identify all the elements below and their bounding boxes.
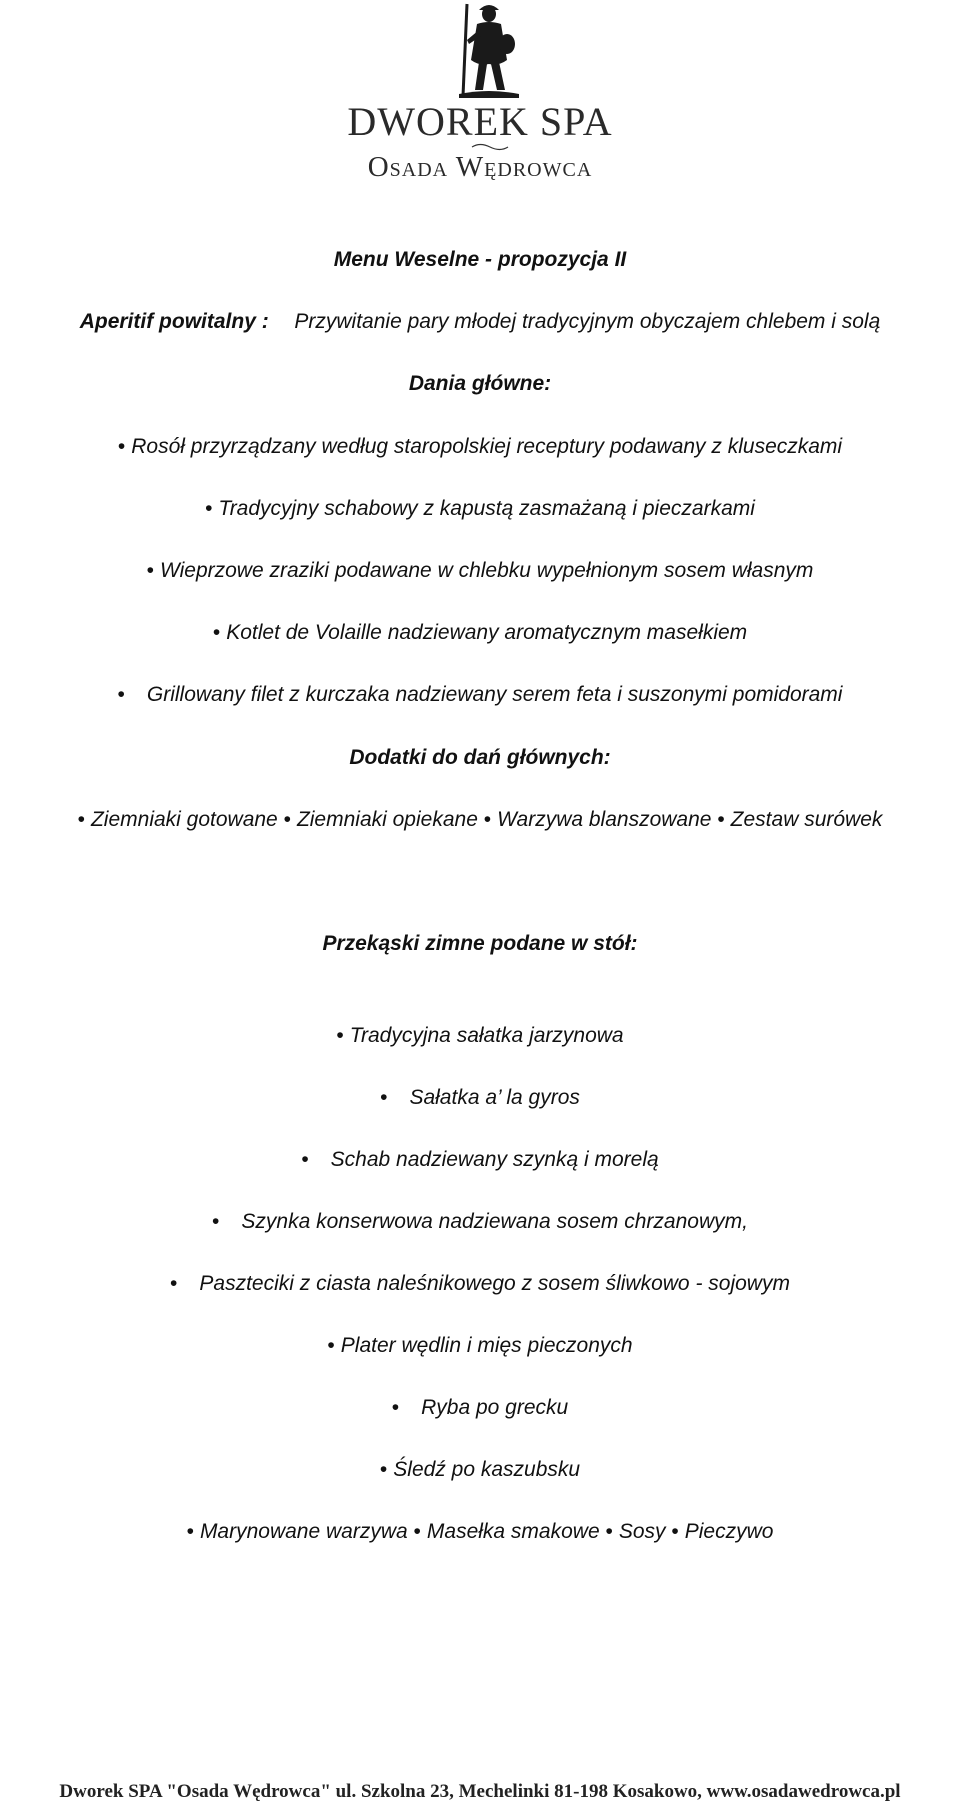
bullet-icon: •	[605, 1520, 613, 1543]
side-item: Zestaw surówek	[730, 808, 883, 831]
brand-title: DWOREK SPA	[347, 99, 613, 144]
extra-item: Pieczywo	[684, 1520, 774, 1543]
wanderer-figure-icon	[455, 0, 523, 100]
bullet-icon: •	[391, 1396, 400, 1419]
main-dish-item: • Grillowany filet z kurczaka nadziewany serem feta i suszonymi pomidorami	[0, 681, 960, 709]
bullet-icon: •	[483, 808, 492, 831]
bullet-icon: •	[212, 621, 221, 644]
bullet-icon: •	[77, 808, 85, 831]
aperitif-line	[0, 308, 960, 336]
extra-item: Sosy	[618, 1520, 666, 1543]
bullet-icon: •	[146, 559, 154, 582]
bullet-icon: •	[671, 1520, 679, 1543]
side-item: Ziemniaki gotowane	[90, 808, 278, 831]
cold-item: • Tradycyjna sałatka jarzynowa	[0, 1022, 960, 1050]
bullet-icon: •	[186, 1520, 194, 1543]
side-item: Warzywa blanszowane	[497, 808, 712, 831]
bullet-icon: •	[117, 435, 126, 458]
cold-item: • Paszteciki z ciasta naleśnikowego z sosem śliwkowo - sojowym	[0, 1270, 960, 1298]
footer-address: Dworek SPA "Osada Wędrowca" ul. Szkolna 23, Mechelinki 81-198 Kosakowo, www.osadawedrowca.pl	[59, 1781, 901, 1802]
cold-item: • Sałatka a’ la gyros	[0, 1084, 960, 1112]
main-dishes-heading: Dania główne:	[408, 372, 552, 395]
bullet-icon: •	[170, 1272, 178, 1295]
main-dish-item: • Tradycyjny schabowy z kapustą zasmażaną i pieczarkami	[0, 495, 960, 523]
aperitif-label: Aperitif powitalny :	[79, 310, 269, 333]
sides-heading: Dodatki do dań głównych:	[349, 746, 611, 769]
brand-subtitle: Osada Wędrowca	[367, 151, 593, 183]
sides-line	[0, 806, 960, 834]
bullet-icon: •	[283, 808, 291, 831]
main-dish-item: • Rosół przyrządzany według staropolskiej receptury podawany z kluseczkami	[0, 433, 960, 461]
cold-item: • Szynka konserwowa nadziewana sosem chrzanowym,	[0, 1208, 960, 1236]
aperitif-text: Przywitanie pary młodej tradycyjnym obyczajem chlebem i solą	[294, 310, 881, 333]
bullet-icon: •	[117, 683, 125, 706]
bullet-icon: •	[336, 1024, 344, 1047]
extra-item: Masełka smakowe	[426, 1520, 600, 1543]
bullet-icon: •	[379, 1458, 388, 1481]
side-item: Ziemniaki opiekane	[296, 808, 478, 831]
cold-item: • Ryba po grecku	[0, 1394, 960, 1422]
bullet-icon: •	[205, 497, 213, 520]
main-dish-item: • Wieprzowe zraziki podawane w chlebku wypełnionym sosem własnym	[0, 557, 960, 585]
cold-item: • Śledź po kaszubsku	[0, 1456, 960, 1484]
cold-appetizers-heading: Przekąski zimne podane w stół:	[322, 932, 638, 955]
bullet-icon: •	[380, 1086, 388, 1109]
logo	[0, 0, 960, 190]
bullet-icon: •	[327, 1334, 335, 1357]
bullet-icon: •	[717, 808, 725, 831]
menu-title: Menu Weselne - propozycja II	[333, 248, 627, 271]
extras-line	[0, 1518, 960, 1546]
bullet-icon: •	[413, 1520, 421, 1543]
cold-item: • Schab nadziewany szynką i morelą	[0, 1146, 960, 1174]
bullet-icon: •	[301, 1148, 309, 1171]
extra-item: Marynowane warzywa	[199, 1520, 408, 1543]
cold-item: • Plater wędlin i mięs pieczonych	[0, 1332, 960, 1360]
bullet-icon: •	[212, 1210, 220, 1233]
main-dish-item: • Kotlet de Volaille nadziewany aromatycznym masełkiem	[0, 619, 960, 647]
